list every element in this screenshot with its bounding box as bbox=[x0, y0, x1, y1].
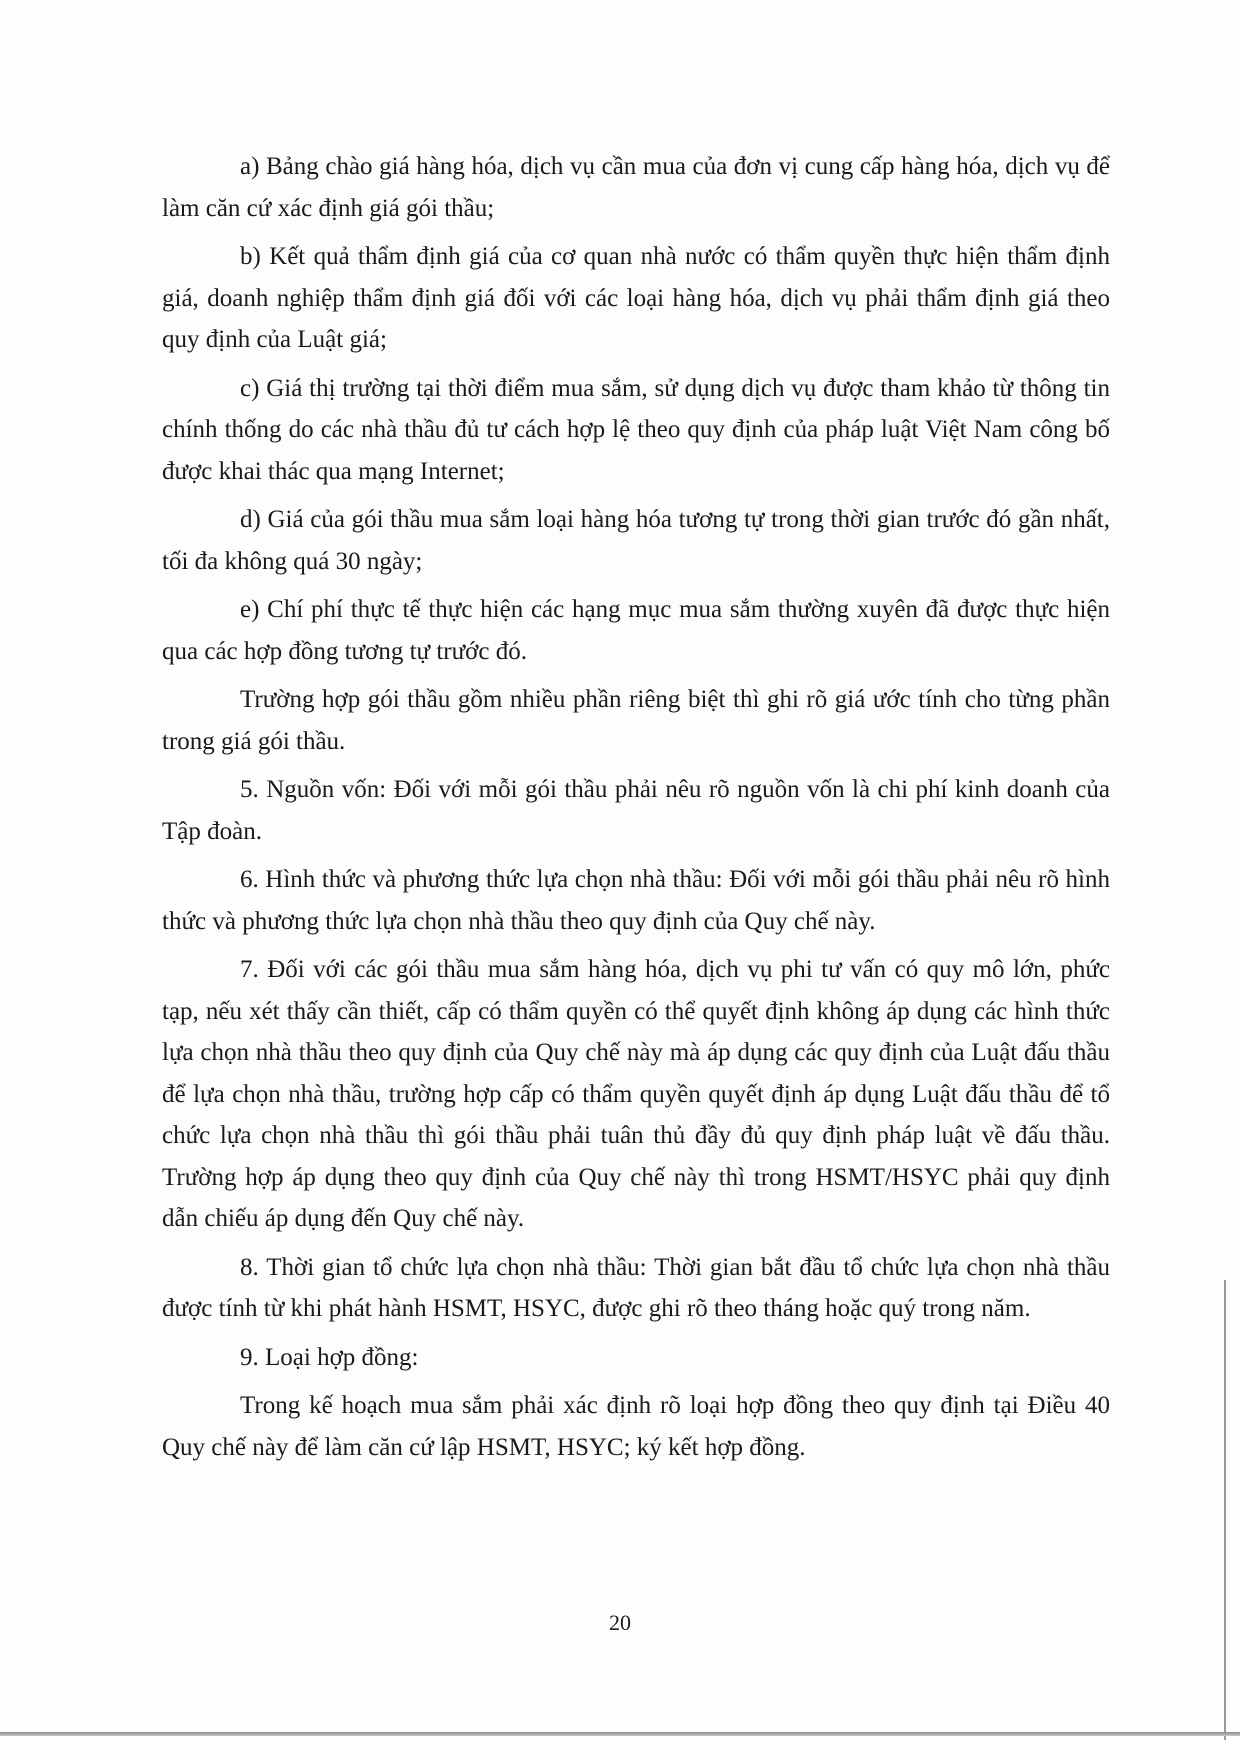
scan-edge-right bbox=[1224, 1280, 1226, 1740]
paragraph-b-appraisal-result: b) Kết quả thẩm định giá của cơ quan nhà nước có thẩm quyền thực hiện thẩm định giá, doanh nghiệp thẩm định giá đối với các loại hàng hóa, dịch vụ phải thẩm định giá theo quy định của Luật giá; bbox=[162, 243, 1110, 353]
paragraph-5-funding-source: 5. Nguồn vốn: Đối với mỗi gói thầu phải nêu rõ nguồn vốn là chi phí kinh doanh của Tập đoàn. bbox=[162, 776, 1110, 845]
paragraph-9-contract-type-heading: 9. Loại hợp đồng: bbox=[240, 1343, 419, 1371]
paragraph-c-market-price: c) Giá thị trường tại thời điểm mua sắm, sử dụng dịch vụ được tham khảo từ thông tin chính thống do các nhà thầu đủ tư cách hợp lệ theo quy định của pháp luật Việt Nam công bố được khai thác qua mạng Internet; bbox=[162, 374, 1110, 485]
paragraph-6-selection-method: 6. Hình thức và phương thức lựa chọn nhà thầu: Đối với mỗi gói thầu phải nêu rõ hình thức và phương thức lựa chọn nhà thầu theo quy định của Quy chế này. bbox=[162, 866, 1110, 935]
paragraph-a-price-quotation: a) Bảng chào giá hàng hóa, dịch vụ cần mua của đơn vị cung cấp hàng hóa, dịch vụ để làm căn cứ xác định giá gói thầu; bbox=[162, 153, 1110, 222]
paragraph-multi-part-package: Trường hợp gói thầu gồm nhiều phần riêng biệt thì ghi rõ giá ước tính cho từng phần trong giá gói thầu. bbox=[162, 686, 1110, 755]
paragraph-7-large-packages: 7. Đối với các gói thầu mua sắm hàng hóa, dịch vụ phi tư vấn có quy mô lớn, phức tạp, nếu xét thấy cần thiết, cấp có thẩm quyền có thể quyết định không áp dụng các hình thức lựa chọn nhà thầu theo quy định của Quy chế này mà áp dụng các quy định của Luật đấu thầu để lựa chọn nhà thầu, trường hợp cấp có thẩm quyền quyết định áp dụng Luật đấu thầu để tổ chức lựa chọn nhà thầu thì gói thầu phải tuân thủ đầy đủ quy định pháp luật về đấu thầu. Trường hợp áp dụng theo quy định của Quy chế này thì trong HSMT/HSYC phải quy định dẫn chiếu áp dụng đến Quy chế này. bbox=[162, 956, 1110, 1232]
paragraph-contract-type-detail: Trong kế hoạch mua sắm phải xác định rõ loại hợp đồng theo quy định tại Điều 40 Quy chế này để làm căn cứ lập HSMT, HSYC; ký kết hợp đồng. bbox=[162, 1392, 1110, 1461]
paragraph-d-similar-package-price: d) Giá của gói thầu mua sắm loại hàng hóa tương tự trong thời gian trước đó gần nhất, tối đa không quá 30 ngày; bbox=[162, 506, 1110, 575]
paragraph-8-selection-time: 8. Thời gian tổ chức lựa chọn nhà thầu: Thời gian bắt đầu tổ chức lựa chọn nhà thầu được tính từ khi phát hành HSMT, HSYC, được ghi rõ theo tháng hoặc quý trong năm. bbox=[162, 1253, 1110, 1322]
scan-edge-bottom bbox=[0, 1732, 1240, 1736]
page-number: 20 bbox=[609, 1610, 631, 1635]
document-body bbox=[162, 146, 1110, 1475]
paragraph-e-actual-cost: e) Chí phí thực tế thực hiện các hạng mục mua sắm thường xuyên đã được thực hiện qua các hợp đồng tương tự trước đó. bbox=[162, 596, 1110, 665]
